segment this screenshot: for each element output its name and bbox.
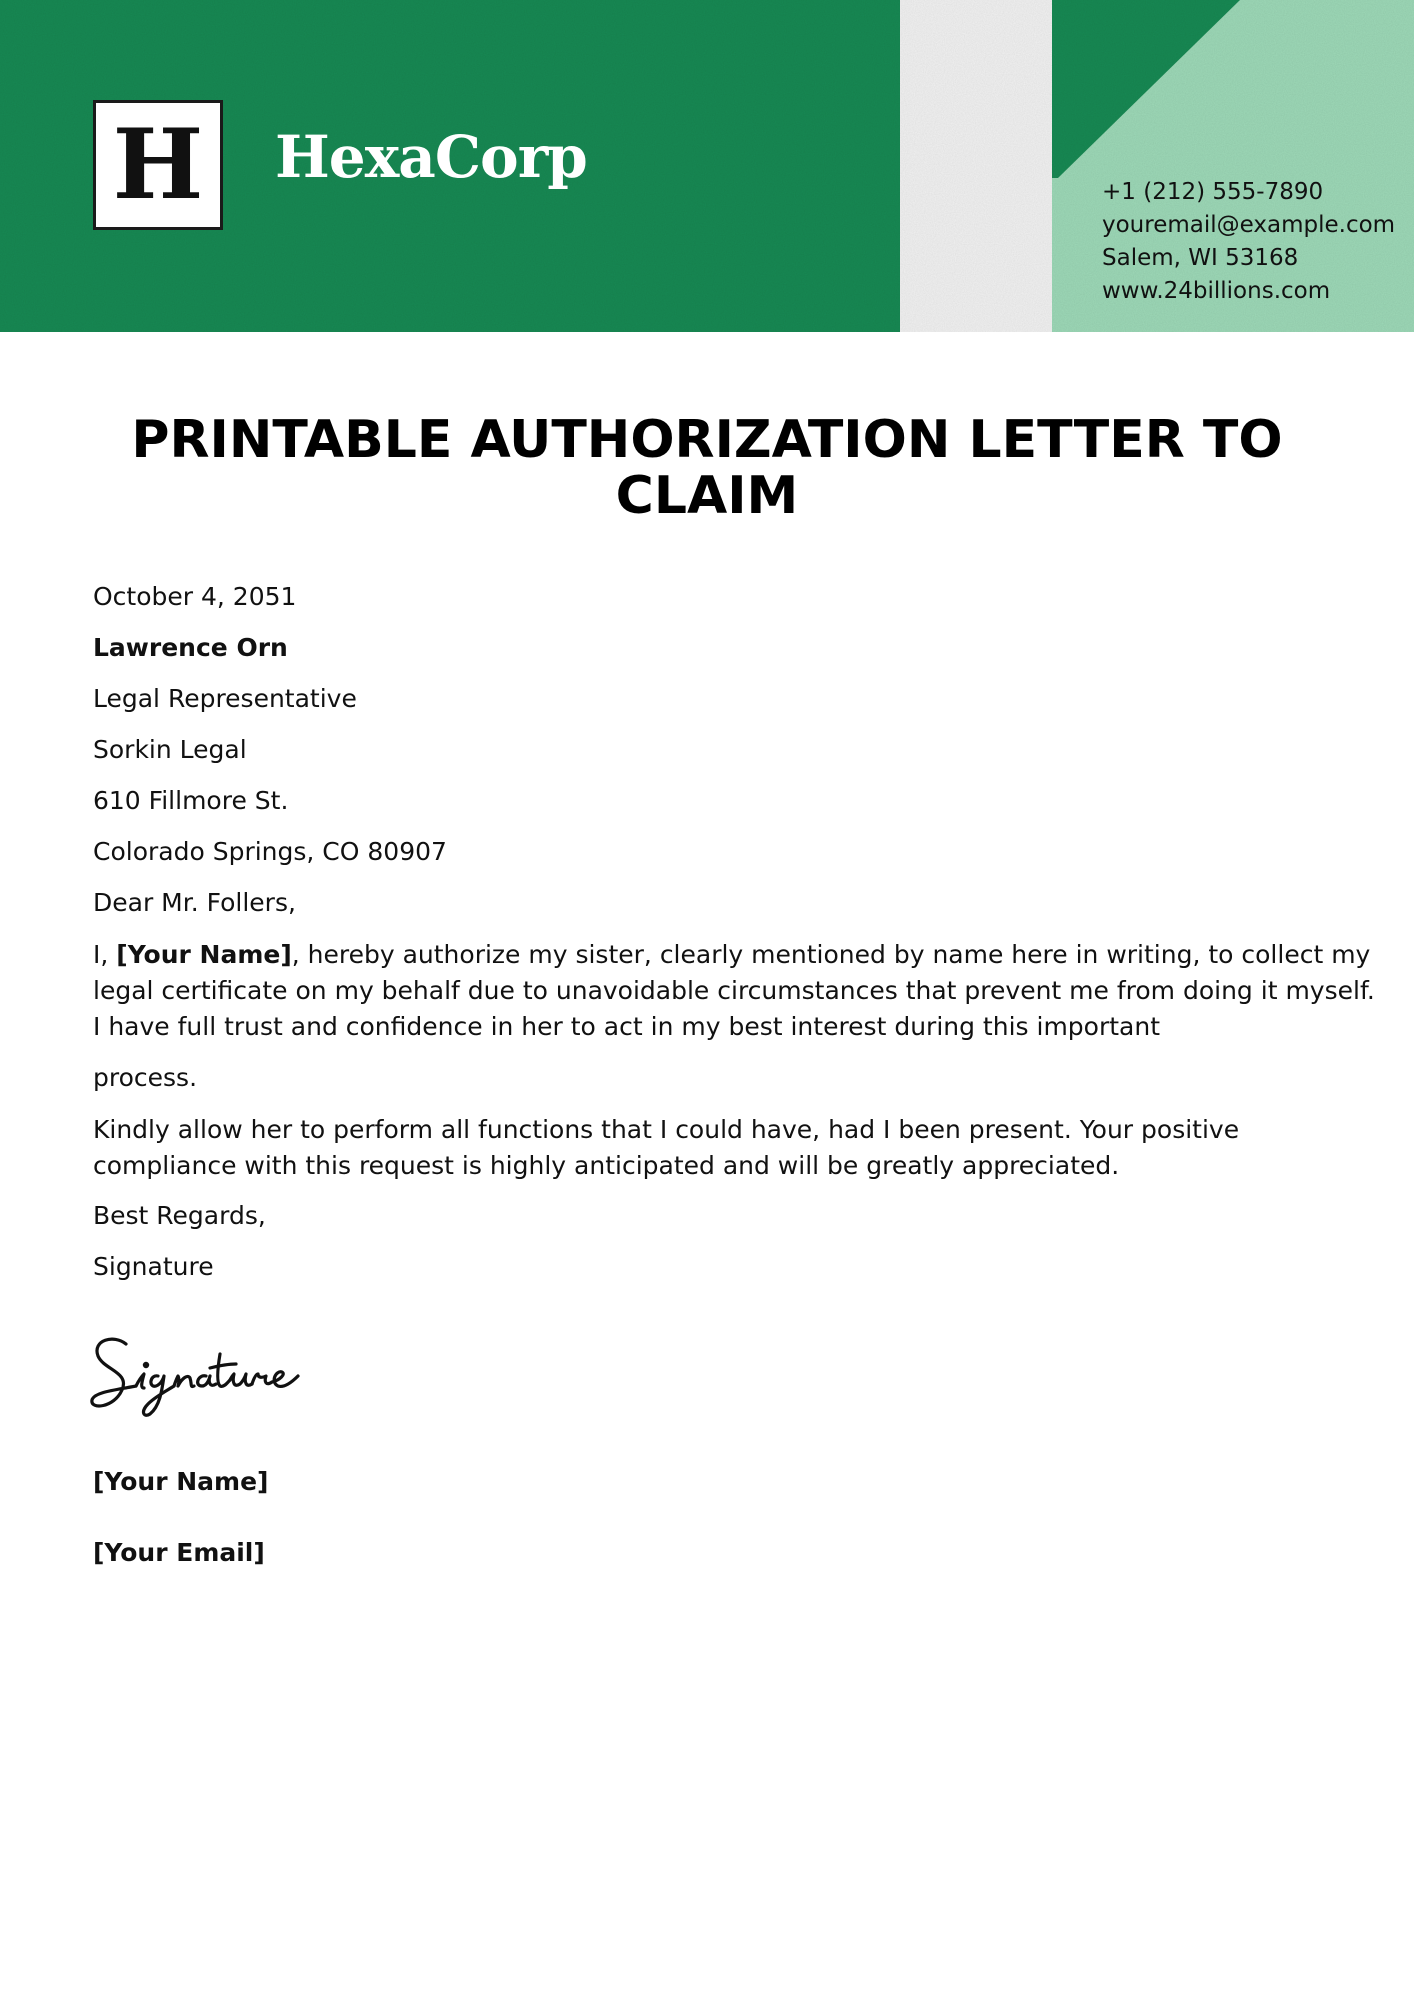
paragraph-2-line-2: compliance with this request is highly anticipated and will be greatly appreciated. <box>93 1151 1120 1180</box>
contact-block <box>1102 176 1395 308</box>
paragraph-1-line-4: process. <box>93 1063 198 1092</box>
paragraph-1-line-2: legal certificate on my behalf due to unavoidable circumstances that prevent me from doing it myself. <box>93 976 1375 1005</box>
paragraph-1-prefix: I, <box>93 940 117 969</box>
letterhead-banner <box>0 0 1414 332</box>
recipient-title: Legal Representative <box>93 684 357 713</box>
company-logo <box>93 100 223 230</box>
paragraph-1-line-1 <box>93 937 1371 973</box>
paragraph-1-line-3: I have full trust and confidence in her to act in my best interest during this important <box>93 1012 1161 1041</box>
title-line-1: PRINTABLE AUTHORIZATION LETTER TO <box>131 410 1283 470</box>
letter-date: October 4, 2051 <box>93 582 297 611</box>
company-name: HexaCorp <box>275 123 587 191</box>
recipient-company: Sorkin Legal <box>93 735 247 764</box>
title-line-2: CLAIM <box>615 466 799 526</box>
handwritten-signature <box>86 1330 306 1420</box>
sender-name: [Your Name] <box>93 1467 269 1496</box>
placeholder-your-name: [Your Name] <box>116 940 292 969</box>
contact-address: Salem, WI 53168 <box>1102 245 1299 271</box>
paragraph-2-line-1: Kindly allow her to perform all functions that I could have, had I been present. Your positive <box>93 1115 1240 1144</box>
paragraph-2 <box>93 1112 1333 1184</box>
contact-website: www.24billions.com <box>1102 278 1331 304</box>
recipient-name: Lawrence Orn <box>93 633 288 662</box>
paragraph-1-line-1-rest: , hereby authorize my sister, clearly mentioned by name here in writing, to collect my <box>291 940 1371 969</box>
contact-email: youremail@example.com <box>1102 212 1396 238</box>
recipient-city: Colorado Springs, CO 80907 <box>93 837 447 866</box>
closing: Best Regards, <box>93 1201 266 1230</box>
signature-label: Signature <box>93 1252 214 1281</box>
logo-letter: H <box>112 108 204 221</box>
recipient-street: 610 Fillmore St. <box>93 786 289 815</box>
paragraph-1 <box>93 937 1375 1045</box>
letter-title <box>93 412 1321 524</box>
salutation: Dear Mr. Follers, <box>93 888 296 917</box>
sender-email: [Your Email] <box>93 1538 265 1567</box>
contact-phone: +1 (212) 555-7890 <box>1102 179 1324 205</box>
